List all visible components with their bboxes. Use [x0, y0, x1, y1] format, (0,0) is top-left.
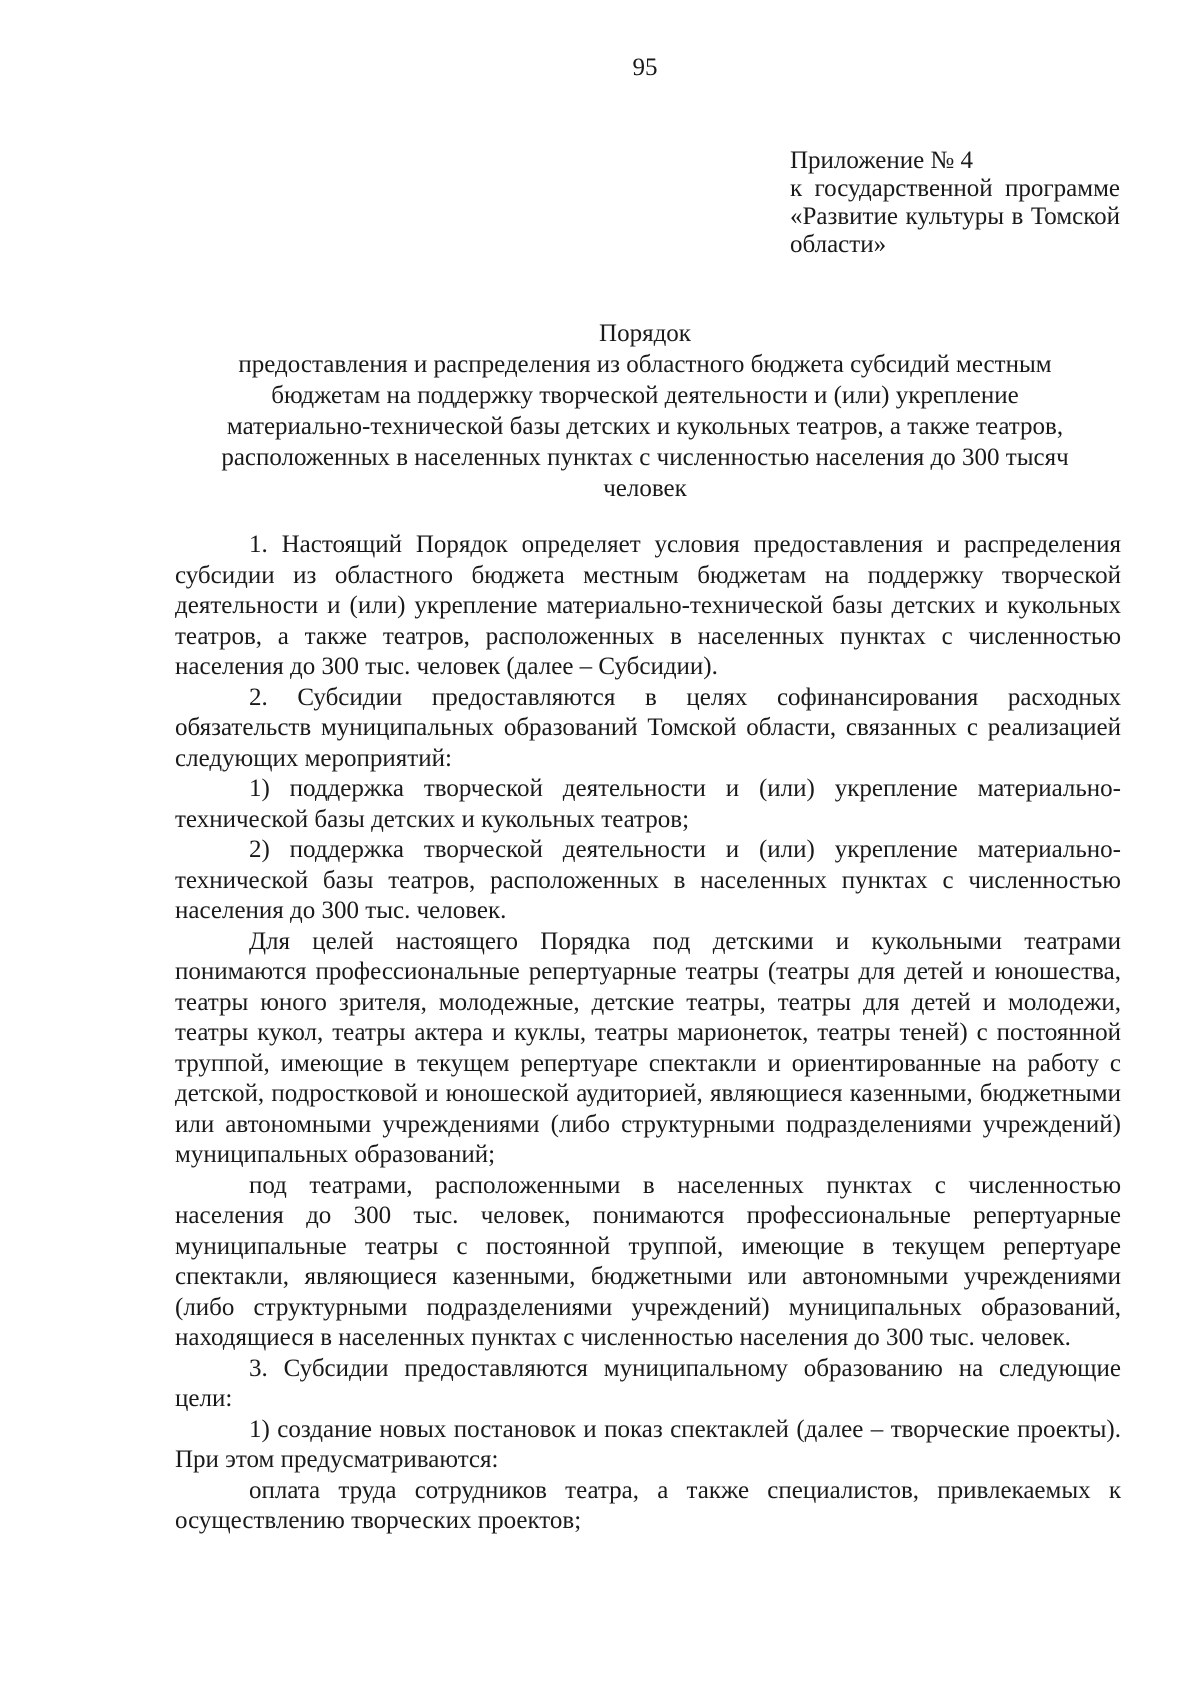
paragraph: 1. Настоящий Порядок определяет условия предоставления и распределения субсидии из областного бюджета местным бюджетам на поддержку творческой деятельности и (или) укрепление материально-технической базы детских и кукольных театров, а также театров, расположенных в населенных пунктах с численностью населения до 300 тыс. человек (далее – Субсидии).: [175, 531, 1121, 680]
appendix-line: Приложение № 4: [790, 147, 974, 174]
paragraph: Для целей настоящего Порядка под детскими и кукольными театрами понимаются профессиональные репертуарные театры (театры для детей и юношества, театры юного зрителя, молодежные, детские театры, театры для детей и молодежи, театры кукол, театры актера и куклы, театры марионеток, театры теней) с постоянной труппой, имеющие в текущем репертуаре спектакли и ориентированные на работу с детской, подростковой и юношеской аудиторией, являющиеся казенными, бюджетными или автономными учреждениями (либо структурными подразделениями учреждений) муниципальных образований;: [175, 927, 1121, 1168]
title-line: бюджетам на поддержку творческой деятельности и (или) укрепление: [271, 382, 1019, 409]
document-title: [170, 318, 1120, 504]
paragraph: оплата труда сотрудников театра, а также специалистов, привлекаемых к осуществлению творческих проектов;: [175, 1476, 1121, 1534]
appendix-line: к государственной программе: [790, 175, 1120, 202]
paragraph: 3. Субсидии предоставляются муниципальному образованию на следующие цели:: [175, 1354, 1121, 1412]
title-line: человек: [603, 475, 687, 502]
page-number: 95: [632, 54, 658, 81]
title-line: предоставления и распределения из областного бюджета субсидий местным: [238, 351, 1052, 378]
title-line: материально-технической базы детских и кукольных театров, а также театров,: [226, 413, 1064, 440]
title-heading: Порядок: [599, 320, 691, 347]
paragraph: 2) поддержка творческой деятельности и (или) укрепление материально-технической базы театров, расположенных в населенных пунктах с численностью населения до 300 тыс. человек.: [175, 836, 1121, 924]
appendix-line: области»: [790, 231, 887, 258]
title-line: расположенных в населенных пунктах с численностью населения до 300 тысяч: [221, 444, 1069, 471]
paragraph: 1) поддержка творческой деятельности и (или) укрепление материально-технической базы детских и кукольных театров;: [175, 775, 1121, 833]
paragraph: под театрами, расположенными в населенных пунктах с численностью населения до 300 тыс. человек, понимаются профессиональные репертуарные муниципальные театры с постоянной труппой, имеющие в текущем репертуаре спектакли, являющиеся казенными, бюджетными или автономными учреждениями (либо структурными подразделениями учреждений) муниципальных образований, находящиеся в населенных пунктах с численностью населения до 300 тыс. человек.: [175, 1171, 1121, 1351]
appendix-reference: [790, 147, 1120, 259]
document-body: [175, 530, 1121, 1537]
paragraph: 2. Субсидии предоставляются в целях софинансирования расходных обязательств муниципальных образований Томской области, связанных с реализацией следующих мероприятий:: [175, 683, 1121, 772]
paragraph: 1) создание новых постановок и показ спектаклей (далее – творческие проекты). При этом предусматриваются:: [175, 1415, 1121, 1473]
appendix-line: «Развитие культуры в Томской: [790, 203, 1120, 230]
